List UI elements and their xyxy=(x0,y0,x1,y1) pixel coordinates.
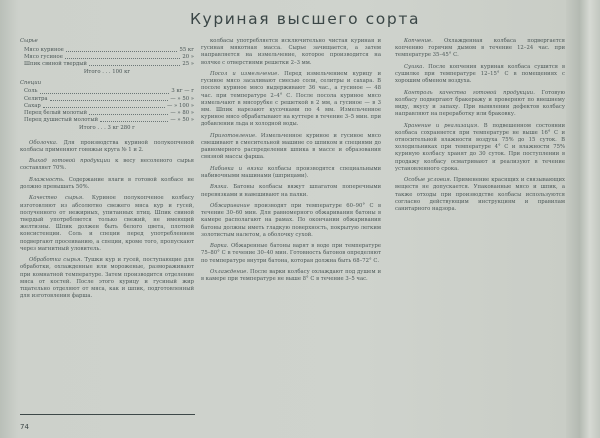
paragraph xyxy=(201,243,381,265)
paragraph-heading: Качество сырья. xyxy=(29,195,84,202)
paragraph-text: колбасы употребляется исключительно чистая куриная и гусиная мякотная масса. Сырье зачищается, а затем направляется на измельчение, которое производится на волчке с отверстиями решетки 2–3 мм. xyxy=(201,38,381,66)
raw-section-title: Сырье xyxy=(20,38,38,44)
spices-section-title: Специи xyxy=(20,79,42,86)
ingredient-row xyxy=(24,61,194,68)
paragraph xyxy=(20,158,194,172)
paragraph-heading: Приготовление. xyxy=(210,132,257,139)
paragraph xyxy=(201,269,381,283)
paragraph-text: Тушки кур и гусей, поступающие для обработки, охлажденные или мороженые, размораживают при комнатной температуре. Затем производится отделение мяса от костей. После этого курицу и гусиный жир тщательно отделяют от мяса, как и шпик, подготовленный для изготовления фарша. xyxy=(20,257,195,300)
ingredient-name: Шпик свиной твердый xyxy=(24,61,87,68)
column-right-body xyxy=(395,38,565,213)
spice-row xyxy=(24,110,194,117)
paragraph-text: После копчения куриная колбаса сушится в сушилке при температуре 12–15° С в помещениях с хорошим обменом воздуха. xyxy=(395,63,565,85)
spice-name: Сахар xyxy=(24,102,41,109)
paragraph-heading: Оболочка. xyxy=(29,139,58,146)
paragraph-text: После варки колбасу охлаждают под душем и в камере при температуре не выше 8° С в течение 3–5 час. xyxy=(201,269,381,283)
ingredient-row xyxy=(24,54,194,61)
spice-row xyxy=(24,103,194,110)
paragraph-text: В подвешенном состоянии колбаса сохраняется при температуре не выше 16° С и относительной влажности воздуха 75% до 15 суток. В холодильниках при температуре 4° С и влажности 75% куриную колбасу хранят до 30 суток. При поступлении в продажу колбасу осматривают и реализуют в течение установленного срока. xyxy=(395,122,566,172)
paragraph-heading: Обработка сырья. xyxy=(29,257,83,264)
spice-qty: — » 50 » xyxy=(170,117,194,124)
paragraph-heading: Охлаждение. xyxy=(210,269,249,275)
book-spine xyxy=(566,0,600,438)
paragraph xyxy=(201,166,381,180)
leader-dots xyxy=(89,61,180,66)
leader-dots xyxy=(50,96,169,101)
paragraph-text: Для производства куриной полукопченой колбасы применяют говяжьи круга № 1 и 2. xyxy=(20,139,195,153)
paragraph xyxy=(201,184,381,198)
ingredient-qty: 25 » xyxy=(182,61,194,68)
leader-dots xyxy=(89,110,168,115)
column-right xyxy=(395,38,565,217)
paragraph xyxy=(395,90,565,119)
column-middle-body xyxy=(201,38,381,283)
paragraph-text: Перед измельчением курицу и гусиное мясо засаливают смесью соли, селитры и сахара. В посоле куриное мясо выдерживают 36 час., а гусиное — 48 час. при температуре 2–4° С. После посола куриное мясо измельчают в мясорубке с решеткой в 2 мм, а гусиное — в 3 мм. Шпик нарезают кусочками по 4 мм. Измельченное куриное мясо обрабатывают на куттере в течение 3–5 мин. при добавлении льда и холодной воды. xyxy=(201,71,381,128)
paragraph xyxy=(395,177,565,213)
paragraph xyxy=(395,64,565,86)
spice-row xyxy=(24,88,194,95)
spice-name: Соль xyxy=(24,88,38,95)
ingredient-qty: 55 кг xyxy=(179,46,194,53)
paragraph-text: колбасы производятся специальными набивочными машинами (шприцами). xyxy=(201,165,382,180)
paragraph-heading: Обжаривание xyxy=(210,203,250,209)
paragraph-heading: Копчение. xyxy=(404,38,433,44)
paragraph xyxy=(201,133,381,162)
paragraph xyxy=(395,38,565,60)
spice-qty: — » 100 » xyxy=(167,102,194,109)
page-number: 74 xyxy=(20,423,29,431)
leader-dots xyxy=(100,117,168,122)
paragraph-heading: Влажность. xyxy=(29,176,65,183)
leader-dots xyxy=(65,54,180,59)
paragraph-text: Батоны колбасы вяжут шпагатом поперечными перевязками и навешивают на палки. xyxy=(201,184,382,198)
spice-row xyxy=(24,96,194,103)
paragraph-heading: Хранение и реализация. xyxy=(404,122,479,129)
paragraph-heading: Особые условия. xyxy=(404,177,452,184)
paragraph-heading: Контроль качества готовой продукции. xyxy=(404,89,535,96)
raw-total: Итого . . . 100 кг xyxy=(83,69,131,76)
paragraph-text: Обжаренные батоны варят в воде при температуре 75–80° С в течение 30–40 мин. Готовность батонов определяют по температуре внутри батона, которая должна быть 68–72° С. xyxy=(201,243,382,264)
paragraph xyxy=(395,123,565,173)
paragraph xyxy=(20,140,194,154)
spice-row xyxy=(24,117,194,124)
spice-name: Перец белый молотый xyxy=(24,110,88,117)
spice-name: Перец душистый молотый xyxy=(24,117,99,124)
paragraph-text: Готовую колбасу подвергают бракеражу и проверяют по внешнему виду, вкусу и запаху. При выявлении дефектов колбасу направляют на переработку или браковку. xyxy=(395,89,565,118)
leader-dots xyxy=(43,103,165,108)
paragraph-heading: Варка. xyxy=(210,243,229,250)
ingredient-name: Мясо куриное xyxy=(24,46,64,53)
paragraph-text: производят при температуре 60–90° С в течение 30–60 мин. Для равномерного обжаривания батоны в камере располагают на рамах. По окончании обжаривания батоны должны иметь гладкую поверхность, покрытую легким золотистым налетом, а оболочку сухой. xyxy=(201,203,381,238)
paragraph xyxy=(20,195,194,253)
paragraph-text: Охлажденная колбаса подвергается копчению горячим дымом в течение 12–24 час. при температуре 35–45° С. xyxy=(395,38,565,59)
paragraph xyxy=(201,71,381,129)
column-left-body xyxy=(20,140,194,301)
paragraph xyxy=(201,203,381,239)
spice-qty: — » 80 » xyxy=(170,110,194,117)
paragraph xyxy=(201,38,381,67)
ingredient-row xyxy=(24,47,194,54)
paragraph-text: Измельченное куриное и гусиное мясо смешивают в смесительной машине со шпиком и специями до равномерного распределения шпика в массе и образования связной массы фарша. xyxy=(201,132,381,161)
paragraph-text: к весу несоленого сырья составляет 70%. xyxy=(20,158,194,172)
column-left xyxy=(20,38,194,305)
ingredient-name: Мясо гусиное xyxy=(24,54,63,60)
leader-dots xyxy=(66,47,178,52)
paragraph xyxy=(20,177,194,191)
paragraph xyxy=(20,257,194,300)
footer-rule xyxy=(20,414,195,415)
paragraph-heading: Выход готовой продукции xyxy=(29,158,111,165)
paragraph-text: Содержание влаги в готовой колбасе не должно превышать 50%. xyxy=(20,176,195,191)
paragraph-heading: Посол и измельчение. xyxy=(210,71,280,77)
page-title: Куриная высшего сорта xyxy=(189,10,421,28)
paragraph-text: Куриное полукопченое колбасу изготовляют из абсолютно свежего мяса кур и гусей, полученного от нежирных, упитанных птиц. Шпик свиной твердый употребляется только свежий, не имеющий желтизны. Шпик должен быть белого цвета, плотной консистенции. Соль и специи перед употреблением подвергают просеиванию, а специи, кроме того, пропускают через магнитный уловитель. xyxy=(20,195,194,252)
spice-qty: — » 50 » xyxy=(170,95,194,102)
leader-dots xyxy=(40,88,170,93)
ingredient-qty: 20 » xyxy=(182,54,194,60)
paragraph-text: Применение красящих и связывающих веществ не допускается. Упакованные мясо и шпик, а также отходы при производстве колбасы используются согласно действующим инструкциям и правилам санитарного надзора. xyxy=(395,177,565,213)
spices-total: Итого . . . 3 кг 280 г xyxy=(79,125,135,132)
paragraph-heading: Вязка. xyxy=(210,184,229,191)
spice-name: Селитра xyxy=(24,95,48,102)
paragraph-heading: Сушка. xyxy=(404,63,425,70)
paragraph-heading: Набивка и вязка xyxy=(210,165,263,172)
column-middle xyxy=(201,38,381,288)
spice-qty: 3 кг — г xyxy=(171,88,194,95)
